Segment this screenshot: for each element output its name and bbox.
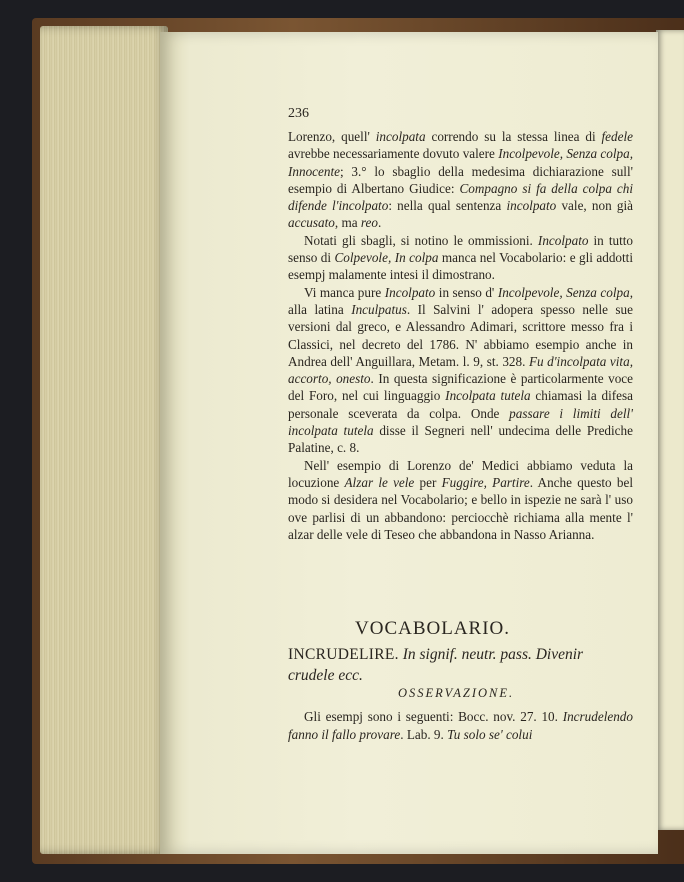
text-run: in senso d' (435, 284, 498, 300)
text-run: . Anche questo bel modo si desidera nel Vocabolario; e bello in ispezie ne sarà l' uso ove parlisi di un abbandono: perciocchè richiama alla mente l' alzar delle vele di Teseo che abbandona in Nasso Arianna. (288, 474, 633, 542)
italic-text: reo (360, 215, 378, 231)
section-title: VOCABOLARIO. (355, 618, 511, 639)
text-run: avrebbe necessariamente dovuto valere (288, 146, 499, 162)
body-paragraph (288, 284, 633, 457)
text-run: Vi manca pure (304, 284, 385, 300)
text-run: chiamasi la difesa personale sceverata da colpa. Onde (288, 388, 633, 421)
italic-text: Incolpevole, Senza colpa, Innocente (288, 146, 633, 179)
text-run: correndo su la stessa linea di (425, 129, 602, 144)
italic-text: Incolpato (537, 232, 589, 248)
italic-text: Tu solo se' colui (447, 727, 533, 742)
italic-text: incolpato (506, 198, 557, 214)
page-block-edge (40, 26, 168, 854)
entry-headword: INCRUDELIRE. (288, 646, 399, 663)
italic-text: Colpevole, In colpa (334, 250, 439, 266)
book-page (160, 32, 658, 854)
italic-text: accusato (288, 215, 335, 231)
text-run: Notati gli sbagli, si notino le ommissioni. (304, 232, 538, 248)
observation-title: OSSERVAZIONE. (398, 686, 515, 700)
text-run: . Lab. 9. (400, 727, 448, 742)
text-run: in tutto senso di (288, 232, 634, 266)
body-paragraph (288, 232, 633, 284)
text-run: , ma (334, 215, 361, 231)
italic-text: Incrudelendo fanno il fallo provare (288, 709, 633, 742)
text-run: disse il Segneri nell' undecima delle Prediche Palatine, c. 8. (288, 423, 633, 456)
observation-paragraph (288, 708, 633, 744)
dictionary-entry (288, 644, 633, 686)
italic-text: Fu d'incolpata vita, accorto, onesto (288, 353, 633, 387)
text-run: Nell' esempio di Lorenzo de' Medici abbiamo veduta la locuzione (288, 457, 633, 490)
italic-text: fedele (601, 129, 633, 144)
text-run: , alla latina (288, 284, 633, 317)
body-paragraph (288, 128, 633, 232)
facing-page-edge (656, 30, 684, 830)
italic-text: Inculpatus (351, 301, 407, 317)
italic-text: Fuggire, Partire (441, 474, 530, 490)
italic-text: Incolpata tutela (445, 388, 531, 404)
italic-text: Incolpato (384, 284, 436, 300)
text-run: vale, non già (556, 198, 633, 214)
italic-text: passare i limiti dell' incolpata tutela (288, 405, 633, 439)
page-number: 236 (288, 106, 309, 121)
observation-text (288, 708, 633, 744)
text-run: Gli esempj sono i seguenti: Bocc. nov. 27. 10. (304, 709, 563, 724)
text-run: per (414, 474, 442, 490)
text-run: manca nel Vocabolario: e gli addotti esempj malamente intesi il dimostrano. (288, 250, 634, 283)
text-run: . Il Salvini l' adopera spesso nelle sue versioni dal greco, e Alessandro Adimari, scrittore messo fra i Classici, nel decreto del 1786. N' abbiamo esempio anche in Andrea dell' Anguillara, Metam. l. 9, st. 328. (288, 301, 634, 369)
body-text (288, 128, 633, 543)
text-run: ; 3.° lo sbaglio della medesima dichiarazione sull' esempio di Albertano Giudice: (288, 163, 633, 196)
italic-text: Incolpevole, Senza colpa (497, 284, 630, 300)
italic-text: Compagno si fa della colpa chi difende l'incolpato (288, 180, 633, 214)
text-run: Lorenzo, quell' (288, 129, 376, 144)
text-run: : nella qual sentenza (388, 198, 507, 214)
entry-definition: In signif. neutr. pass. Divenir crudele ecc. (288, 646, 584, 684)
italic-text: incolpata (375, 129, 426, 144)
italic-text: Alzar le vele (344, 474, 415, 490)
text-run: . In questa significazione è particolarmente voce del Foro, nel cui linguaggio (288, 371, 634, 404)
body-paragraph (288, 457, 633, 543)
text-run: . (378, 215, 382, 231)
